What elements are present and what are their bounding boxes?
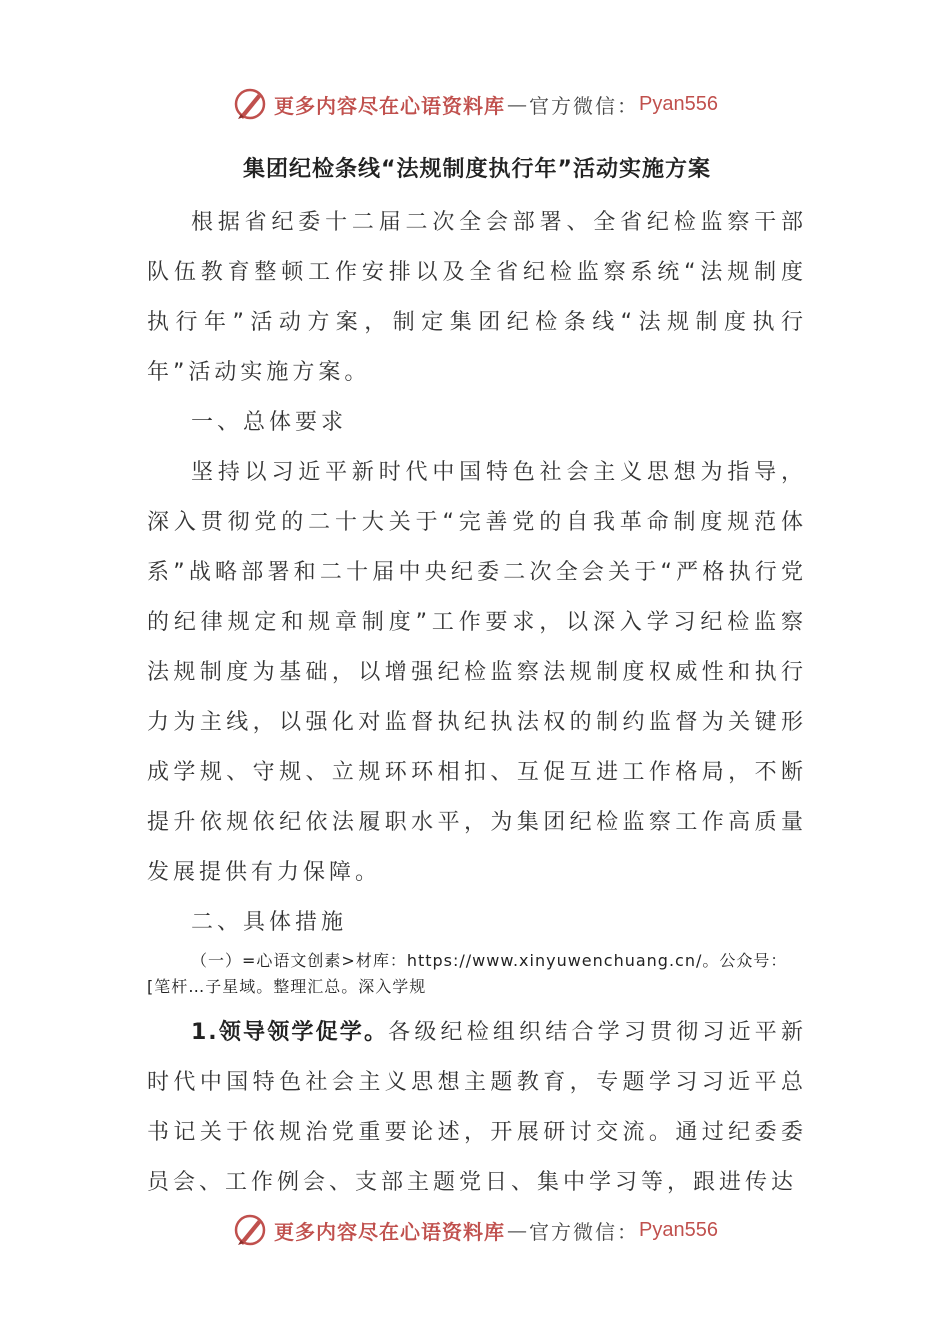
section-2-heading: 二、具体措施 [191,910,348,935]
intro-paragraph: 根据省纪委十二届二次全会部署、全省纪检监察干部队伍教育整顿工作安排以及全省纪检监察系统“法规制度执行年”活动方案，制定集团纪检条线“法规制度执行年”活动实施方案。 [147,210,807,385]
banner-official-label: 官方微信： [529,1219,640,1244]
banner-wechat-id: Pyan556 [639,1218,718,1241]
item-1-text: 各级纪检组织结合学习贯彻习近平新时代中国特色社会主义思想主题教育，专题学习习近平总书记关于依规治党重要论述，开展研讨交流。通过纪委委员会、工作例会、支部主题党日、集中学习等，跟进传达 [147,1020,807,1195]
section-1-heading: 一、总体要求 [191,410,348,435]
pen-logo-icon [232,86,268,122]
bottom-banner [0,1210,950,1250]
banner-main-text: 更多内容尽在心语资料库 [274,1219,506,1244]
item-1-paragraph [147,1008,807,1208]
document-title: 集团纪检条线“法规制度执行年”活动实施方案 [243,157,711,182]
banner-dash: — [507,1218,528,1242]
top-banner [0,84,950,124]
item-1-lead: 1.领导领学促学。 [191,1020,389,1045]
source-note: （一）=心语文创素>材库：https://www.xinyuwenchuang.cn/。公众号：[笔杆…子星域。整理汇总。深入学规 [147,951,788,996]
section-1-paragraph: 坚持以习近平新时代中国特色社会主义思想为指导，深入贯彻党的二十大关于“完善党的自我革命制度规范体系”战略部署和二十届中央纪委二次全会关于“严格执行党的纪律规定和规章制度”工作要求，以深入学习纪检监察法规制度为基础，以增强纪检监察法规制度权威性和执行力为主线，以强化对监督执纪执法权的制约监督为关键形成学规、守规、立规环环相扣、互促互进工作格局，不断提升依规依纪依法履职水平，为集团纪检监察工作高质量发展提供有力保障。 [147,460,807,885]
banner-wechat-id: Pyan556 [639,92,718,115]
banner-official-label: 官方微信： [529,93,640,118]
pen-logo-icon [232,1212,268,1248]
banner-dash: — [507,92,528,116]
banner-main-text: 更多内容尽在心语资料库 [274,93,506,118]
document-body [147,150,807,1208]
